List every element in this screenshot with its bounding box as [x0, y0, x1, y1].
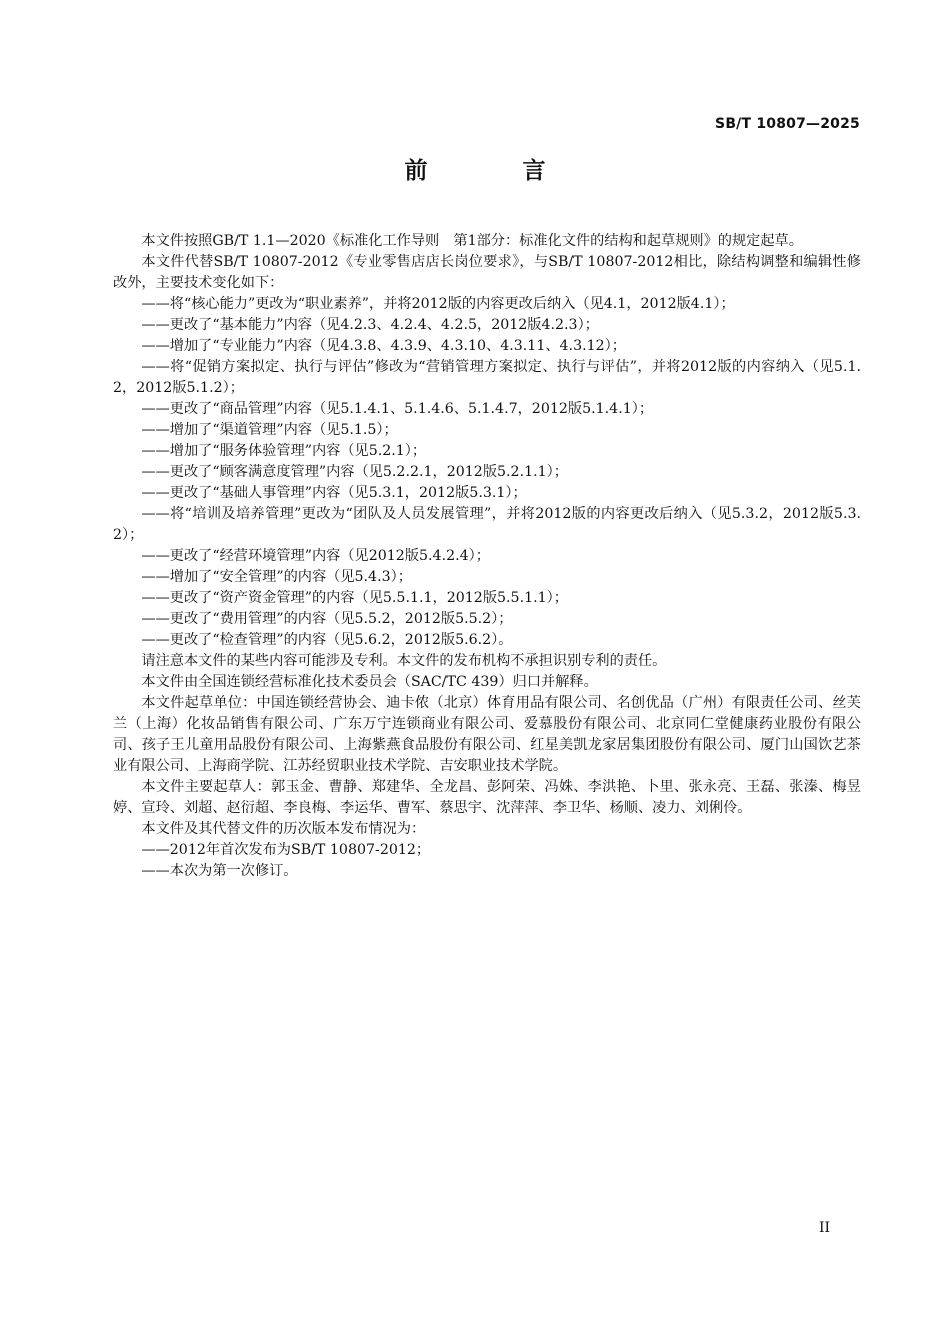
standard-code: SB/T 10807—2025 [715, 116, 860, 132]
list-item: ——更改了“顾客满意度管理”内容（见5.2.2.1，2012版5.2.1.1）； [141, 464, 568, 480]
list-item: ——增加了“渠道管理”内容（见5.1.5）； [141, 422, 398, 438]
paragraph: 本文件按照GB/T 1.1—2020《标准化工作导则 第1部分：标准化文件的结构和起草规则》的规定起草。 [141, 233, 803, 249]
list-item: ——增加了“安全管理”的内容（见5.4.3）； [141, 569, 412, 585]
list-item: ——将“促销方案拟定、执行与评估”修改为“营销管理方案拟定、执行与评估”，并将2012版的内容纳入（见5.1.2，2012版5.1.2）； [113, 359, 861, 396]
list-item: ——更改了“商品管理”内容（见5.1.4.1、5.1.4.6、5.1.4.7，2012版5.1.4.1）； [141, 401, 654, 417]
page-number: II [818, 1220, 830, 1236]
paragraph: 本文件由全国连锁经营标准化技术委员会（SAC/TC 439）归口并解释。 [141, 674, 598, 690]
list-item: ——更改了“基础人事管理”内容（见5.3.1，2012版5.3.1）； [141, 485, 527, 501]
list-item: ——更改了“检查管理”的内容（见5.6.2，2012版5.6.2）。 [141, 632, 513, 648]
list-item: ——更改了“基本能力”内容（见4.2.3、4.2.4、4.2.5，2012版4.2.3）； [141, 317, 599, 333]
list-item: ——更改了“经营环境管理”内容（见2012版5.4.2.4）； [141, 548, 490, 564]
list-item: ——更改了“资产资金管理”的内容（见5.5.1.1，2012版5.5.1.1）； [141, 590, 568, 606]
list-item: ——2012年首次发布为SB/T 10807-2012； [141, 842, 431, 858]
paragraph: 本文件代替SB/T 10807-2012《专业零售店店长岗位要求》，与SB/T 10807-2012相比，除结构调整和编辑性修改外，主要技术变化如下： [113, 254, 861, 291]
paragraph: 本文件起草单位：中国连锁经营协会、迪卡侬（北京）体育用品有限公司、名创优品（广州）有限责任公司、丝芙兰（上海）化妆品销售有限公司、广东万宁连锁商业有限公司、爱慕股份有限公司、北京同仁堂健康药业股份有限公司、孩子王儿童用品股份有限公司、上海紫燕食品股份有限公司、红星美凯龙家居集团股份有限公司、厦门山国饮艺茶业有限公司、上海商学院、江苏经贸职业技术学院、吉安职业技术学院。 [113, 695, 861, 774]
list-item: ——将“培训及培养管理”更改为“团队及人员发展管理”，并将2012版的内容更改后纳入（见5.3.2，2012版5.3.2）； [113, 506, 861, 543]
list-item: ——增加了“专业能力”内容（见4.3.8、4.3.9、4.3.10、4.3.11、4.3.12）； [141, 338, 626, 354]
paragraph: 本文件主要起草人：郭玉金、曹静、郑建华、全龙昌、彭阿荣、冯姝、李洪艳、卜里、张永亮、王磊、张溱、梅昱婷、宣玲、刘超、赵衍超、李良梅、李运华、曹军、蔡思宇、沈萍萍、李卫华、杨顺、凌力、刘俐伶。 [113, 779, 861, 816]
paragraph: 本文件及其代替文件的历次版本发布情况为： [141, 821, 426, 837]
paragraph: 请注意本文件的某些内容可能涉及专利。本文件的发布机构不承担识别专利的责任。 [141, 653, 667, 669]
page-title: 前 言 [404, 158, 582, 184]
list-item: ——增加了“服务体验管理”内容（见5.2.1）； [141, 443, 427, 459]
list-item: ——将“核心能力”更改为“职业素养”，并将2012版的内容更改后纳入（见4.1，2012版4.1）； [141, 296, 735, 312]
foreword-body [113, 231, 861, 882]
list-item: ——本次为第一次修订。 [141, 863, 298, 879]
list-item: ——更改了“费用管理”的内容（见5.5.2，2012版5.5.2）； [141, 611, 513, 627]
